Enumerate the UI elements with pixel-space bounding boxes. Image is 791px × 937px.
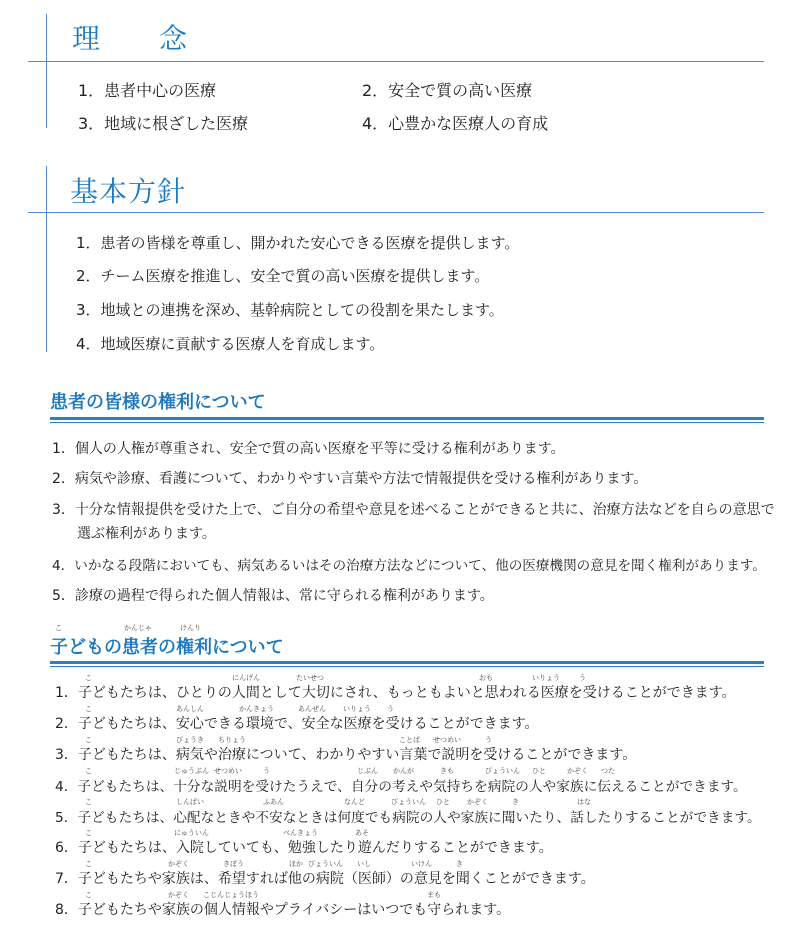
- ruby-4-3: う: [263, 767, 270, 775]
- ruby-1-3: おも: [479, 674, 493, 682]
- ruby-4-4: じぶん: [357, 767, 378, 775]
- child-title-ruby-kanja: かんじゃ: [124, 624, 152, 632]
- ruby-3-2: ちりょう: [218, 736, 246, 744]
- ruby-4-5: かんが: [393, 767, 414, 775]
- ruby-7-1: かぞく: [168, 860, 189, 868]
- ruby-4-6: きも: [440, 767, 454, 775]
- ruby-4-9: かぞく: [567, 767, 588, 775]
- child-item-4: 4．子どもたちは、十分な説明を受けたうえで、自分の考えや気持ちを病院の人や家族に伝えることができます。: [55, 779, 747, 795]
- rinen-horizontal-line: [28, 61, 764, 62]
- rights-item-3-cont: 選ぶ権利があります。: [77, 526, 216, 542]
- rights-item-3: 3．十分な情報提供を受けた上で、ご自分の希望や意見を述べることができると共に、治療方法などを自らの意思で: [52, 502, 775, 518]
- ruby-3-4: せつめい: [433, 736, 461, 744]
- ruby-8-0: こ: [85, 891, 92, 899]
- child-title-ruby-ko: こ: [55, 624, 62, 632]
- child-item-6: 6．子どもたちは、入院していても、勉強したり遊んだりすることができます。: [55, 840, 553, 856]
- child-item-2: 2．子どもたちは、安心できる環境で、安全な医療を受けることができます。: [55, 716, 539, 732]
- ruby-1-2: たいせつ: [296, 674, 324, 682]
- ruby-3-1: びょうき: [176, 736, 204, 744]
- child-title-ruby-kenri: けんり: [180, 624, 201, 632]
- ruby-5-5: ひと: [436, 798, 450, 806]
- rights-item-5: 5．診療の過程で得られた個人情報は、常に守られる権利があります。: [52, 588, 494, 604]
- child-item-8: 8．子どもたちや家族の個人情報やプライバシーはいつでも守られます。: [55, 902, 511, 918]
- rights-heading-rule-thick: [50, 417, 764, 420]
- ruby-5-4: びょういん: [391, 798, 426, 806]
- rinen-item-4: 4．心豊かな医療人の育成: [362, 114, 549, 133]
- ruby-4-8: ひと: [532, 767, 546, 775]
- kihon-horizontal-line: [28, 212, 764, 213]
- ruby-2-3: あんぜん: [298, 705, 326, 713]
- ruby-5-0: こ: [85, 798, 92, 806]
- rinen-item-1: 1．患者中心の医療: [78, 81, 217, 100]
- ruby-5-7: き: [512, 798, 519, 806]
- ruby-8-1: かぞく: [168, 891, 189, 899]
- child-heading-rule-thin: [50, 666, 764, 667]
- ruby-2-5: う: [387, 705, 394, 713]
- ruby-7-4: びょういん: [308, 860, 343, 868]
- ruby-3-5: う: [485, 736, 492, 744]
- ruby-6-3: あそ: [355, 829, 369, 837]
- ruby-5-3: なんど: [344, 798, 365, 806]
- ruby-5-6: かぞく: [467, 798, 488, 806]
- ruby-3-3: ことば: [399, 736, 420, 744]
- ruby-4-10: つた: [601, 767, 615, 775]
- ruby-8-3: まも: [427, 891, 441, 899]
- ruby-4-1: じゅうぶん: [174, 767, 209, 775]
- ruby-5-1: しんぱい: [176, 798, 204, 806]
- ruby-4-0: こ: [85, 767, 92, 775]
- ruby-7-2: きぼう: [223, 860, 244, 868]
- kihon-item-2: 2．チーム医療を推進し、安全で質の高い医療を提供します。: [76, 267, 490, 285]
- kihon-item-1: 1．患者の皆様を尊重し、開かれた安心できる医療を提供します。: [76, 234, 520, 252]
- kihon-vertical-line: [46, 166, 47, 352]
- ruby-1-1: にんげん: [232, 674, 260, 682]
- child-item-5: 5．子どもたちは、心配なときや不安なときは何度でも病院の人や家族に聞いたり、話したりすることができます。: [55, 810, 761, 826]
- ruby-2-4: いりょう: [343, 705, 371, 713]
- ruby-2-1: あんしん: [176, 705, 204, 713]
- rinen-vertical-line: [46, 14, 47, 128]
- child-item-7: 7．子どもたちや家族は、希望すれば他の病院（医師）の意見を聞くことができます。: [55, 871, 595, 887]
- ruby-6-2: べんきょう: [283, 829, 318, 837]
- kihon-title: 基本方針: [70, 175, 187, 208]
- ruby-7-0: こ: [85, 860, 92, 868]
- ruby-6-1: にゅういん: [174, 829, 209, 837]
- ruby-7-7: き: [456, 860, 463, 868]
- rights-item-1: 1．個人の人権が尊重され、安全で質の高い医療を平等に受ける権利があります。: [52, 441, 565, 457]
- kihon-item-3: 3．地域との連携を深め、基幹病院としての役割を果たします。: [76, 301, 504, 319]
- kihon-item-4: 4．地域医療に貢献する医療人を育成します。: [76, 335, 385, 353]
- rights-heading-rule-thin: [50, 422, 764, 423]
- ruby-1-4: いりょう: [532, 674, 560, 682]
- rinen-item-2: 2．安全で質の高い医療: [362, 81, 533, 100]
- rinen-title: 理 念: [72, 22, 189, 55]
- ruby-1-5: う: [579, 674, 586, 682]
- rights-heading: 患者の皆様の権利について: [50, 392, 266, 413]
- ruby-3-0: こ: [85, 736, 92, 744]
- ruby-7-6: いけん: [411, 860, 432, 868]
- ruby-8-2: こじんじょうほう: [203, 891, 259, 899]
- ruby-7-5: いし: [357, 860, 371, 868]
- rights-item-4: 4．いかなる段階においても、病気あるいはその治療方法などについて、他の医療機関の意見を聞く権利があります。: [52, 558, 766, 574]
- rights-item-2: 2．病気や診療、看護について、わかりやすい言葉や方法で情報提供を受ける権利があります。: [52, 471, 648, 487]
- ruby-5-2: ふあん: [263, 798, 284, 806]
- ruby-7-3: ほか: [289, 860, 303, 868]
- ruby-1-0: こ: [85, 674, 92, 682]
- ruby-4-7: びょういん: [485, 767, 520, 775]
- ruby-2-0: こ: [85, 705, 92, 713]
- child-item-1: 1．子どもたちは、ひとりの人間として大切にされ、もっともよいと思われる医療を受けることができます。: [55, 685, 736, 701]
- ruby-4-2: せつめい: [214, 767, 242, 775]
- ruby-5-8: はな: [577, 798, 591, 806]
- child-heading-rule-thick: [50, 661, 764, 664]
- child-item-3: 3．子どもたちは、病気や治療について、わかりやすい言葉で説明を受けることができます。: [55, 747, 637, 763]
- ruby-6-0: こ: [85, 829, 92, 837]
- rinen-item-3: 3．地域に根ざした医療: [78, 114, 249, 133]
- child-heading: 子どもの患者の権利について: [50, 637, 284, 658]
- ruby-2-2: かんきょう: [239, 705, 274, 713]
